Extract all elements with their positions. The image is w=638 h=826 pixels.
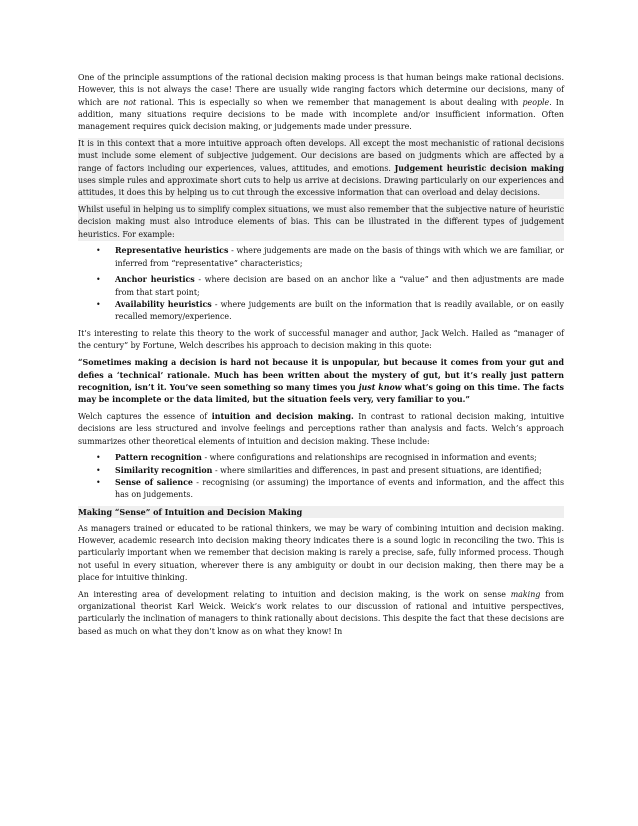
- paragraph-sense-making: An interesting area of development relating to intuition and decision making, is the work on sense making from organizational theorist Karl Weick. Weick’s work relates to our discussion of rational and intuitive perspectives, particularly the inclination of managers to think rationally about decisions. This despite the fact that these decisions are based as much on what they don’t know as on what they know! In: [78, 589, 564, 636]
- bullet: •: [96, 465, 101, 475]
- list-item: • Availability heuristics - where judgements are built on the information that is readily available, or on easily recalled memory/experience.: [96, 300, 565, 322]
- bullet: •: [96, 246, 101, 256]
- term-intuition-decision-making: intuition and decision making.: [211, 411, 354, 421]
- paragraph-intuitive-approach: It is in this context that a more intuitive approach often develops. All except the most mechanistic of rational decisions must include some element of subjective judgement. Our decisions are based on judgments which are affected by a range of factors including our experiences, values, attitudes, and emotions. Judgement heuristic decision making uses simple rules and approximate short cuts to help us arrive at decisions. Drawing particularly on our experiences and attitudes, it does this by helping us to cut through the excessive information that can overload and delay decisions.: [78, 138, 564, 199]
- list-item: • Anchor heuristics - where decision are based on an anchor like a “value” and then adjustments are made from that start point;: [96, 275, 564, 297]
- welch-quote: “Sometimes making a decision is hard not because it is unpopular, but because it comes from your gut and defies a ‘technical’ rationale. Much has been written about the mystery of gut, but it’s really just pattern recognition, isn’t it. You’ve seen something so many times you just know what’s going on this time. The facts may be incomplete or the data limited, but the situation feels very, very familiar to you.”: [78, 358, 564, 405]
- emphasis-not: not: [123, 97, 137, 107]
- paragraph-intuition-essence: Welch captures the essence of intuition and decision making. In contrast to rational decision making, intuitive decisions are less structured and involve feelings and perceptions rather than analysis and facts. Welch’s approach summarizes other theoretical elements of intuition and decision making. These include:: [78, 411, 565, 446]
- bullet: •: [96, 275, 101, 285]
- list-item: • Similarity recognition - where similarities and differences, in past and present situations, are identified;: [96, 465, 564, 477]
- list-item: • Sense of salience - recognising (or assuming) the importance of events and information, and the affect this has on judgements.: [96, 477, 564, 500]
- document-page: [78, 72, 564, 638]
- paragraph-sound-logic: As managers trained or educated to be rational thinkers, we may be wary of combining intuition and decision making. However, academic research into decision making theory indicates there is a sound logic in reconciling the two. This is particularly important when we remember that decision making is rarely a precise, safe, fully informed process. Though not useful in every situation, wherever there is any ambiguity or doubt in our decision making, then there may be a place for intuitive thinking.: [78, 523, 564, 582]
- list-item: • Pattern recognition - where configurations and relationships are recognised in information and events;: [96, 452, 564, 464]
- bullet: •: [96, 477, 101, 487]
- bullet: •: [96, 300, 101, 310]
- list-item: • Representative heuristics - where judgements are made on the basis of things with which we are familiar, or inferred from “representative” characteristics;: [96, 246, 564, 268]
- emphasis-people: people: [522, 97, 550, 107]
- heuristics-list: [78, 245, 564, 323]
- paragraph-jack-welch: It’s interesting to relate this theory to the work of successful manager and author, Jack Welch. Hailed as “manager of the century” by Fortune, Welch describes his approach to decision making in this quote:: [78, 329, 564, 351]
- intuition-elements-list: [78, 452, 564, 501]
- emphasis-making: making: [510, 589, 541, 599]
- section-heading: Making “Sense” of Intuition and Decision Making: [78, 506, 564, 518]
- bullet: •: [96, 453, 101, 463]
- emphasis-just-know: just know: [358, 382, 402, 392]
- paragraph-bias: Whilst useful in helping us to simplify complex situations, we must also remember that the subjective nature of heuristic decision making must also introduce elements of bias. This can be illustrated in the different types of judgement heuristics. For example:: [78, 204, 564, 241]
- term-judgement-heuristic: Judgement heuristic decision making: [394, 163, 565, 173]
- paragraph-rational-assumptions: One of the principle assumptions of the rational decision making process is that human beings make rational decisions. However, this is not always the case! There are usually wide ranging factors which determine our decisions, many of which are not rational. This is especially so when we remember that management is about dealing with people. In addition, many situations require decisions to be made with incomplete and/or insufficient information. Often management requires quick decision making, or judgements made under pressure.: [78, 73, 565, 132]
